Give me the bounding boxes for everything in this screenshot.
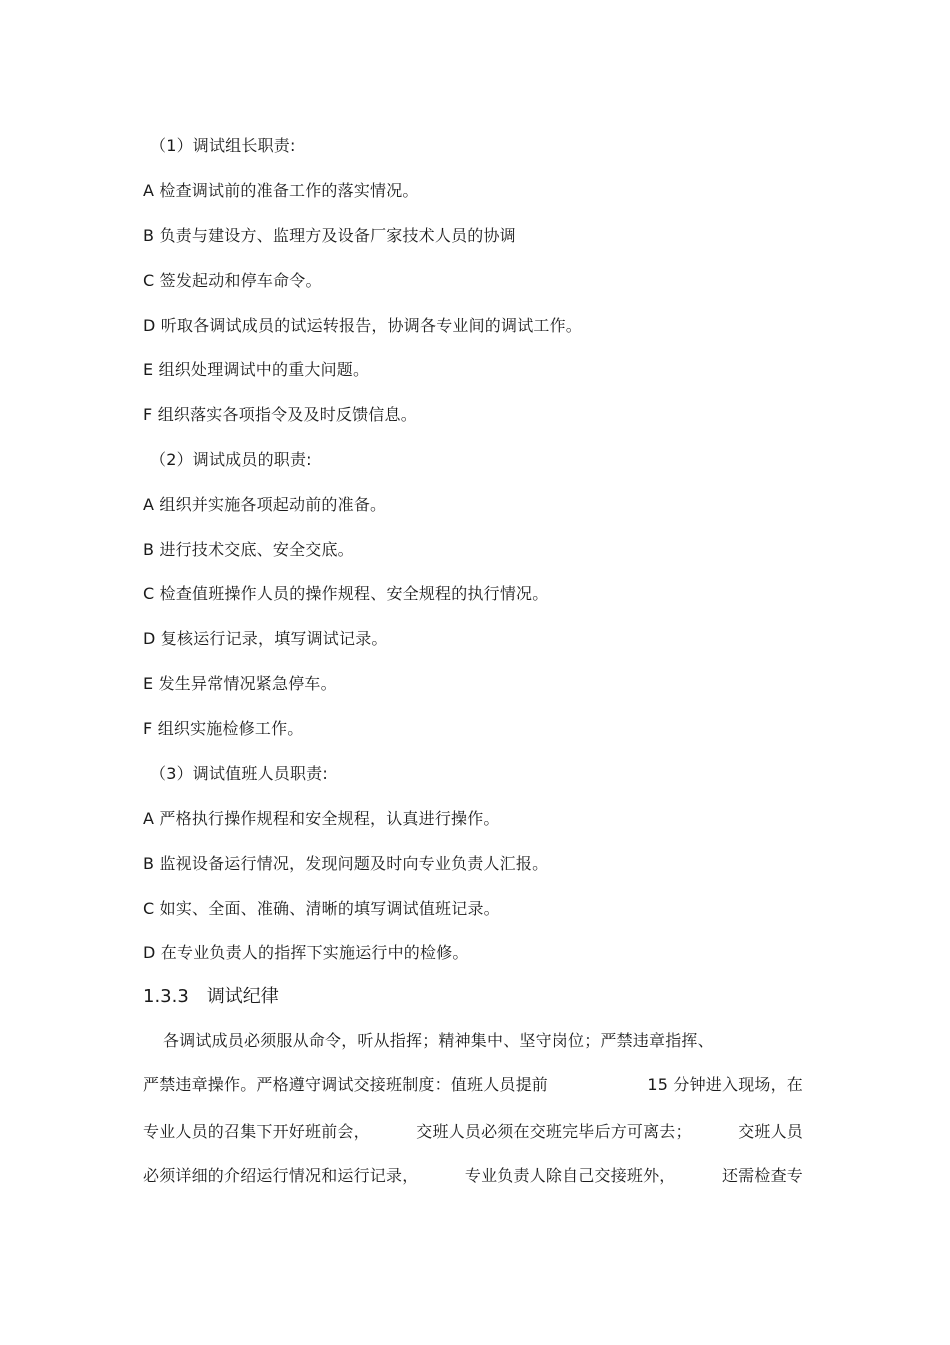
section-3-item-c: C 如实、全面、准确、清晰的填写调试值班记录。	[143, 899, 500, 918]
paragraph-line-2	[143, 1075, 803, 1095]
paragraph-line-2-part-1: 严禁违章操作。严格遵守调试交接班制度：值班人员提前	[143, 1075, 549, 1094]
section-1-title: （1）调试组长职责:	[150, 136, 296, 155]
section-2-item-b: B 进行技术交底、安全交底。	[143, 540, 354, 559]
section-2-item-e: E 发生异常情况紧急停车。	[143, 674, 337, 693]
section-1-item-a: A 检查调试前的准备工作的落实情况。	[143, 181, 419, 200]
paragraph-line-1: 各调试成员必须服从命令，听从指挥；精神集中、坚守岗位；严禁违章指挥、	[163, 1031, 714, 1050]
section-heading	[143, 986, 279, 1008]
paragraph-line-4	[143, 1166, 803, 1186]
paragraph-line-4-part-2: 专业负责人除自己交接班外，	[464, 1166, 676, 1185]
section-1-item-e: E 组织处理调试中的重大问题。	[143, 360, 370, 379]
paragraph-line-3	[143, 1122, 803, 1142]
section-2-item-c: C 检查值班操作人员的操作规程、安全规程的执行情况。	[143, 584, 549, 603]
section-3-item-d: D 在专业负责人的指挥下实施运行中的检修。	[143, 943, 469, 962]
paragraph-line-3-part-1: 专业人员的召集下开好班前会，	[143, 1122, 370, 1141]
paragraph-line-4-part-3: 还需检查专	[721, 1166, 803, 1185]
heading-title: 调试纪律	[206, 986, 279, 1007]
section-3-item-a: A 严格执行操作规程和安全规程，认真进行操作。	[143, 809, 500, 828]
section-2-title: （2）调试成员的职责:	[150, 450, 312, 469]
paragraph-line-4-part-1: 必须详细的介绍运行情况和运行记录，	[143, 1166, 419, 1185]
paragraph-line-3-part-2: 交班人员必须在交班完毕后方可离去；	[416, 1122, 692, 1141]
paragraph-line-3-part-3: 交班人员	[738, 1122, 803, 1141]
section-1-item-c: C 签发起动和停车命令。	[143, 271, 322, 290]
section-2-item-f: F 组织实施检修工作。	[143, 719, 304, 738]
section-2-item-a: A 组织并实施各项起动前的准备。	[143, 495, 387, 514]
section-1-item-d: D 听取各调试成员的试运转报告，协调各专业间的调试工作。	[143, 316, 583, 335]
section-1-item-b: B 负责与建设方、监理方及设备厂家技术人员的协调	[143, 226, 516, 245]
section-3-item-b: B 监视设备运行情况，发现问题及时向专业负责人汇报。	[143, 854, 549, 873]
section-1-item-f: F 组织落实各项指令及及时反馈信息。	[143, 405, 417, 424]
paragraph-line-2-part-2: 15 分钟进入现场，在	[647, 1075, 803, 1094]
heading-number: 1.3.3	[143, 986, 189, 1007]
section-3-title: （3）调试值班人员职责:	[150, 764, 328, 783]
section-2-item-d: D 复核运行记录，填写调试记录。	[143, 629, 388, 648]
